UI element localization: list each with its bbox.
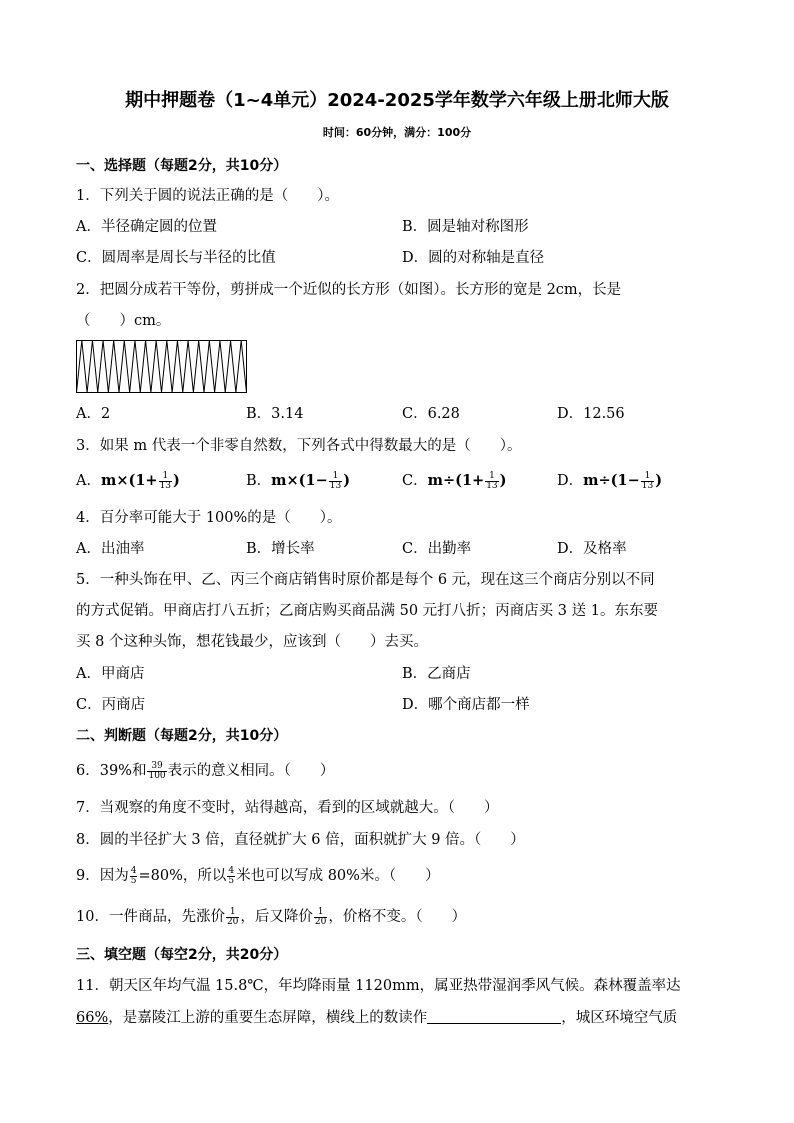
question-2-stem-line2: （ ）cm。 bbox=[76, 313, 171, 329]
q5-option-a: A．甲商店 bbox=[76, 666, 145, 682]
q3-option-a: A．m×(1+ $\frac{1}{13}$ ) bbox=[76, 470, 180, 491]
section-heading-choice: 一、选择题（每题2分，共10分） bbox=[76, 158, 288, 174]
q5-option-d: D．哪个商店都一样 bbox=[402, 697, 530, 713]
q5-option-b: B．乙商店 bbox=[402, 666, 471, 682]
question-8: 8．圆的半径扩大 3 倍，直径就扩大 6 倍，面积就扩大 9 倍。（ ） bbox=[76, 832, 525, 848]
question-2-stem-line1: 2．把圆分成若干等份，剪拼成一个近似的长方形（如图）。长方形的宽是 2cm，长是 bbox=[76, 282, 622, 298]
page-title: 期中押题卷（1~4单元）2024-2025学年数学六年级上册北师大版 bbox=[125, 90, 669, 111]
q1-option-b: B．圆是轴对称图形 bbox=[402, 219, 529, 235]
question-1-stem: 1．下列关于圆的说法正确的是（ ）。 bbox=[76, 188, 339, 204]
q2-option-d: D．12.56 bbox=[557, 406, 625, 422]
q2-option-c: C．6.28 bbox=[402, 406, 460, 422]
q2-option-b: B．3.14 bbox=[246, 406, 304, 422]
question-11-line1: 11．朝天区年均气温 15.8℃，年均降雨量 1120mm，属亚热带湿润季风气候。森林覆盖率达 bbox=[76, 978, 681, 994]
q5-option-c: C．丙商店 bbox=[76, 697, 146, 713]
q4-option-a: A．出油率 bbox=[76, 541, 145, 557]
question-11-line2: 66%，是嘉陵江上游的重要生态屏障，横线上的数读作 ，城区环境空气质 bbox=[76, 1010, 678, 1026]
q3-option-c: C．m÷(1+ $\frac{1}{13}$ ) bbox=[402, 470, 507, 491]
q3-option-b: B．m×(1− $\frac{1}{13}$ ) bbox=[246, 470, 351, 491]
answer-blank[interactable] bbox=[427, 1009, 561, 1024]
question-5-stem-line3: 买 8 个这种头饰，想花钱最少，应该到（ ）去买。 bbox=[76, 634, 428, 650]
q3-option-d: D．m÷(1− $\frac{1}{13}$ ) bbox=[557, 470, 663, 491]
q1-option-d: D．圆的对称轴是直径 bbox=[402, 250, 545, 266]
q2-option-a: A．2 bbox=[76, 406, 111, 422]
question-10: 10．一件商品，先涨价 $\frac{1}{20}$ ，后又降价 $\frac{1}{20}$ ，价格不变。（ ） bbox=[76, 906, 467, 927]
question-5-stem-line1: 5．一种头饰在甲、乙、丙三个商店销售时原价都是每个 6 元，现在这三个商店分别以不同 bbox=[76, 572, 655, 588]
question-7: 7．当观察的角度不变时，站得越高，看到的区域就越大。（ ） bbox=[76, 800, 499, 816]
q4-option-c: C．出勤率 bbox=[402, 541, 472, 557]
question-6: 6．39%和 $\frac{39}{100}$ 表示的意义相同。（ ） bbox=[76, 760, 335, 781]
question-3-stem: 3．如果 m 代表一个非零自然数，下列各式中得数最大的是（ ）。 bbox=[76, 438, 522, 454]
q1-option-a: A．半径确定圆的位置 bbox=[76, 219, 217, 235]
section-heading-fill: 三、填空题（每空2分，共20分） bbox=[76, 947, 288, 963]
sector-zigzag bbox=[77, 341, 247, 393]
rectangle-from-circle-figure bbox=[76, 340, 248, 394]
q4-option-d: D．及格率 bbox=[557, 541, 627, 557]
exam-info: 时间：60分钟，满分：100分 bbox=[322, 126, 472, 139]
q1-option-c: C．圆周率是周长与半径的比值 bbox=[76, 250, 276, 266]
question-5-stem-line2: 的方式促销。甲商店打八五折；乙商店购买商品满 50 元打八折；丙商店买 3 送 1。东东要 bbox=[76, 603, 658, 619]
q4-option-b: B．增长率 bbox=[246, 541, 315, 557]
section-heading-judge: 二、判断题（每题2分，共10分） bbox=[76, 728, 288, 744]
question-4-stem: 4．百分率可能大于 100%的是（ ）。 bbox=[76, 510, 342, 526]
question-9: 9．因为 $\frac{4}{5}$ =80%，所以 $\frac{4}{5}$ 米也可以写成 80%米。（ ） bbox=[76, 865, 440, 886]
